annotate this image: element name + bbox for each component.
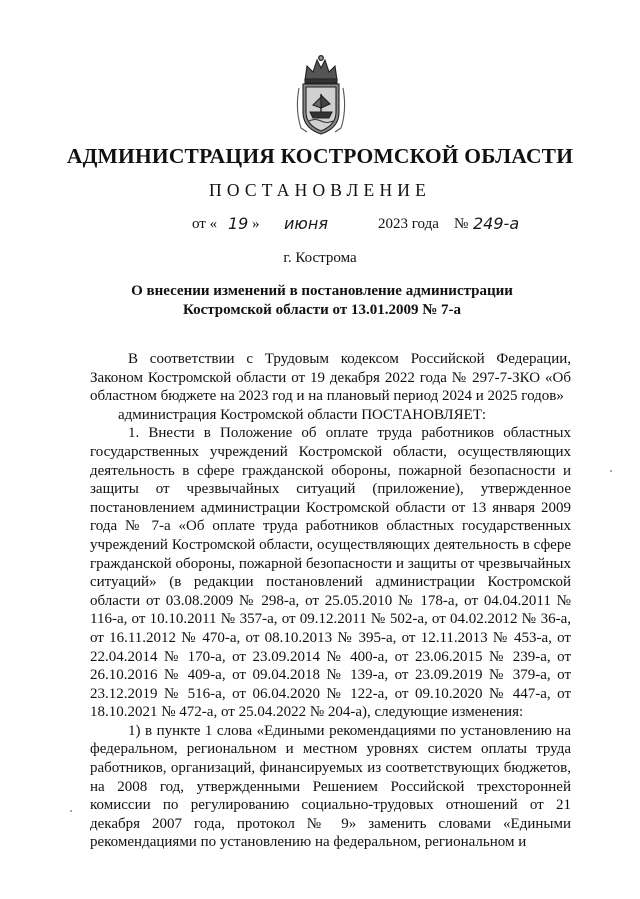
document-number: 249-а bbox=[473, 214, 520, 233]
item-1-paragraph: 1. Внести в Положение об оплате труда работников областных государственных учреждений Костромской области, осуществляющих деятельность в сфере гражданской обороны, пожарной безопасности и защиты от чрезвычайных ситуаций (приложение), утвержденное постановлением администрации Костромской области от 13 января 2009 года № 7-а «Об оплате труда работников областных государственных учреждений Костромской области, осуществляющих деятельность в сфере гражданской обороны, пожарной безопасности и защиты от чрезвычайных ситуаций» (в редакции постановлений администрации Костромской области от 03.08.2009 № 298-а, от 25.05.2010 № 178-а, от 04.04.2011 № 116-а, от 10.10.2011 № 357-а, от 09.12.2011 № 502-а, от 04.02.2012 № 36-а, от 16.11.2012 № 470-а, от 08.10.2013 № 395-а, от 12.11.2013 № 453-а, от 22.04.2014 № 170-а, от 23.09.2014 № 400-а, от 23.06.2015 № 239-а, от 26.10.2016 № 409-а, от 09.04.2018 № 139-а, от 23.09.2019 № 379-а, от 23.12.2019 № 516-а, от 06.04.2020 № 122-а, от 09.10.2020 № 447-а, от 18.10.2021 № 472-а, от 25.04.2022 № 204-а), следующие изменения: bbox=[90, 425, 571, 721]
date-prefix: от « bbox=[192, 216, 218, 232]
date-year: 2023 года bbox=[378, 216, 439, 232]
scan-speck bbox=[70, 810, 72, 812]
document-body bbox=[90, 350, 571, 852]
city: г. Кострома bbox=[283, 250, 357, 266]
subitem-1-paragraph: 1) в пункте 1 слова «Едиными рекомендациями по установлению на федеральном, региональном и местном уровнях систем оплаты труда работников, организаций, финансируемых из соответствующих бюджетов, на 2008 год, утвержденными Решением Российской трехсторонней комиссии по регулированию социально-трудовых отношений от 21 декабря 2007 года, протокол № 9» заменить словами «Едиными рекомендациями по установлению на федеральном, региональном и bbox=[90, 722, 571, 851]
date-line bbox=[0, 214, 640, 240]
date-month: июня bbox=[284, 214, 328, 233]
organization-title: АДМИНИСТРАЦИЯ КОСТРОМСКОЙ ОБЛАСТИ bbox=[66, 144, 574, 168]
preamble-paragraph: В соответствии с Трудовым кодексом Российской Федерации, Законом Костромской области от 19 декабря 2022 года № 297-7-ЗКО «Об областном бюджете на 2023 год и на плановый период 2024 и 2025 годов» bbox=[90, 351, 571, 405]
number-sign: № bbox=[454, 216, 469, 232]
date-day: 19 bbox=[228, 214, 249, 233]
kostroma-coat-of-arms-icon bbox=[293, 54, 349, 138]
scan-speck bbox=[610, 470, 612, 472]
resolves-paragraph: администрация Костромской области ПОСТАНОВЛЯЕТ: bbox=[118, 406, 487, 423]
document-type: ПОСТАНОВЛЕНИЕ bbox=[208, 180, 432, 200]
date-day-close: » bbox=[252, 216, 260, 232]
document-subject: О внесении изменений в постановление администрации Костромской области от 13.01.2009 № 7-а bbox=[131, 283, 513, 318]
